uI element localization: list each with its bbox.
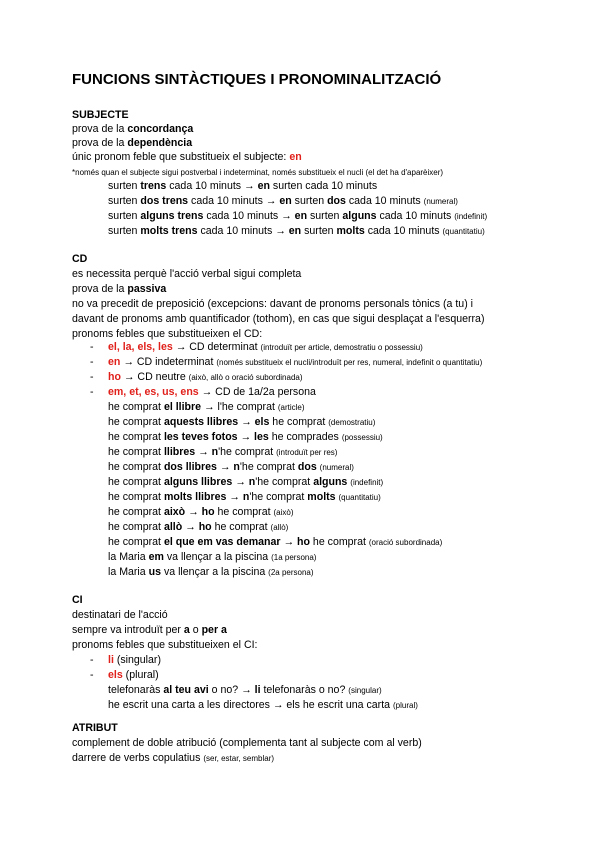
example-line: he comprat alguns llibres → n'he comprat alguns (indefinit) [108,476,384,488]
note-line: *només quan el subjecte sigui postverbal i indeterminat, només substitueix el nucli (el det ha d'aparèixer) [72,168,444,177]
page-title: FUNCIONS SINTÀCTIQUES I PRONOMINALITZACIÓ [72,71,442,88]
bullet-item: el, la, els, les → CD determinat (introduït per article, demostratiu o possessiu) [108,341,423,353]
bullet-item: en → CD indeterminat (només substitueix el nucli/introduït per res, numeral, indefinit o quantitatiu) [108,356,483,368]
section-heading-cd: CD [72,253,88,265]
bullet-dash: - [90,654,94,666]
bullet-dash: - [90,356,94,368]
text-line: pronoms febles que substitueixen el CD: [72,328,263,340]
section-heading-subjecte: SUBJECTE [72,109,129,121]
bullet-dash: - [90,386,94,398]
example-line: he escrit una carta a les directores → els he escrit una carta (plural) [108,699,418,711]
text-line: prova de la dependència [72,137,193,149]
text-line: davant de pronoms amb quantificador (tothom), en cas que sigui desplaçat a l'esquerra) [72,313,485,325]
bullet-dash: - [90,669,94,681]
bullet-dash: - [90,341,94,353]
example-line: he comprat això → ho he comprat (això) [108,506,294,518]
bullet-dash: - [90,371,94,383]
text-line: únic pronom feble que substitueix el subjecte: en [72,151,302,163]
section-heading-atribut: ATRIBUT [72,722,118,734]
text-line: pronoms febles que substitueixen el CI: [72,639,258,651]
text-line: prova de la concordança [72,123,194,135]
text-line: destinatari de l'acció [72,609,168,621]
text-line: prova de la passiva [72,283,167,295]
example-line: he comprat dos llibres → n'he comprat dos (numeral) [108,461,354,473]
example-line: he comprat el que em vas demanar → ho he comprat (oració subordinada) [108,536,443,548]
example-line: surten trens cada 10 minuts → en surten cada 10 minuts [108,180,378,192]
bullet-item: els (plural) [108,669,159,681]
bullet-item: ho → CD neutre (això, allò o oració subordinada) [108,371,303,383]
example-line: surten alguns trens cada 10 minuts → en surten alguns cada 10 minuts (indefinit) [108,210,488,222]
text-line: darrere de verbs copulatius (ser, estar, semblar) [72,752,275,764]
text-line: es necessita perquè l'acció verbal sigui completa [72,268,302,280]
section-heading-ci: CI [72,594,83,606]
example-line: he comprat les teves fotos → les he comprades (possessiu) [108,431,383,443]
example-line: he comprat allò → ho he comprat (allò) [108,521,289,533]
text-line: no va precedit de preposició (excepcions: davant de pronoms personals tònics (a tu) i [72,298,474,310]
example-line: surten molts trens cada 10 minuts → en surten molts cada 10 minuts (quantitatiu) [108,225,485,237]
example-line: telefonaràs al teu avi o no? → li telefonaràs o no? (singular) [108,684,382,696]
text-line: sempre va introduït per a o per a [72,624,227,636]
example-line: la Maria em va llençar a la piscina (1a persona) [108,551,317,563]
example-line: la Maria us va llençar a la piscina (2a persona) [108,566,314,578]
example-line: he comprat molts llibres → n'he comprat molts (quantitatiu) [108,491,381,503]
example-line: surten dos trens cada 10 minuts → en surten dos cada 10 minuts (numeral) [108,195,458,207]
example-line: he comprat llibres → n'he comprat (introduït per res) [108,446,338,458]
bullet-item: li (singular) [108,654,161,666]
example-line: he comprat el llibre → l'he comprat (article) [108,401,305,413]
text-line: complement de doble atribució (complementa tant al subjecte com al verb) [72,737,422,749]
example-line: he comprat aquests llibres → els he comprat (demostratiu) [108,416,376,428]
bullet-item: em, et, es, us, ens → CD de 1a/2a persona [108,386,316,398]
